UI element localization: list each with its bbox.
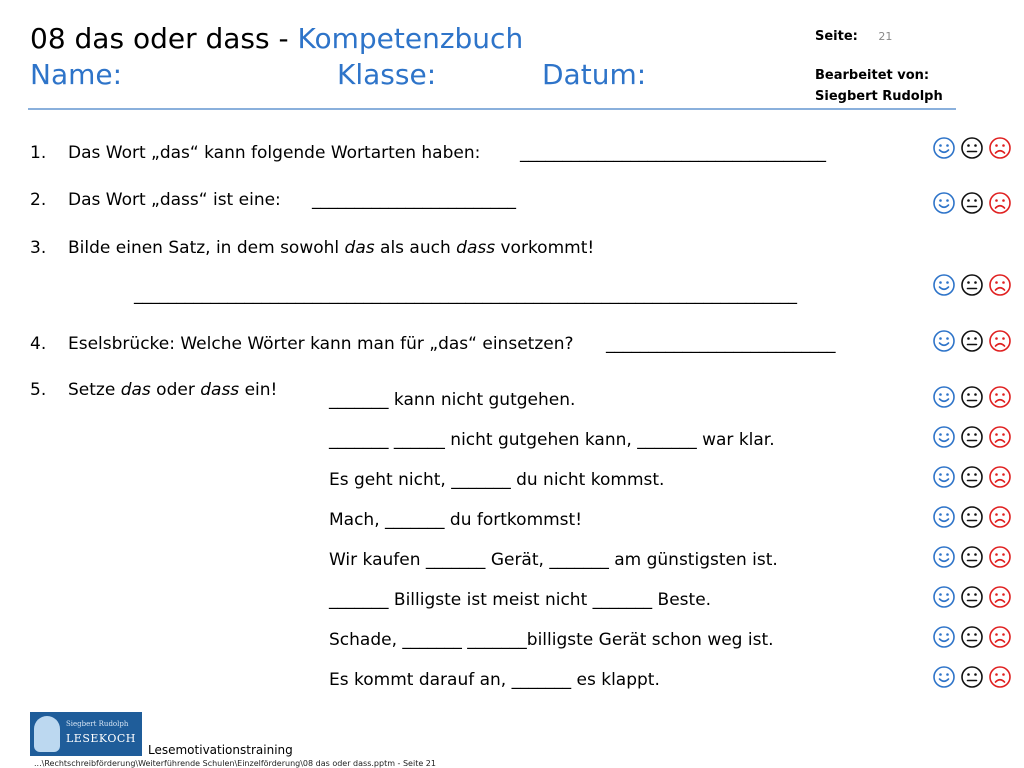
smiley-happy-icon[interactable] (932, 585, 956, 609)
question-text: Das Wort „dass“ ist eine: (68, 190, 281, 210)
exercise-line[interactable]: Mach, _______ du fortkommst! (329, 510, 583, 530)
exercise-line[interactable]: Wir kaufen _______ Gerät, _______ am günstigsten ist. (329, 550, 778, 570)
rating-group (932, 136, 1018, 160)
field-name-label: Name: (30, 58, 123, 91)
smiley-happy-icon[interactable] (932, 385, 956, 409)
rating-group (932, 585, 1018, 609)
smiley-neutral-icon[interactable] (960, 329, 984, 353)
smiley-happy-icon[interactable] (932, 665, 956, 689)
smiley-happy-icon[interactable] (932, 329, 956, 353)
smiley-neutral-icon[interactable] (960, 505, 984, 529)
question-number: 3. (30, 238, 47, 258)
smiley-neutral-icon[interactable] (960, 385, 984, 409)
lightbulb-icon (34, 716, 60, 752)
question-4 (30, 334, 910, 358)
header-divider (28, 108, 956, 110)
answer-blank[interactable]: ____________________________________ (520, 143, 826, 163)
question-5 (30, 380, 330, 404)
title-suffix: Kompetenzbuch (297, 22, 524, 55)
rating-group (932, 273, 1018, 297)
rating-group (932, 329, 1018, 353)
question-number: 1. (30, 143, 47, 163)
smiley-sad-icon[interactable] (988, 625, 1012, 649)
logo-author: Siegbert Rudolph (66, 720, 129, 728)
exercise-line[interactable]: _______ Billigste ist meist nicht _______ Beste. (329, 590, 712, 610)
lesekoch-logo (30, 712, 142, 756)
smiley-happy-icon[interactable] (932, 465, 956, 489)
smiley-neutral-icon[interactable] (960, 191, 984, 215)
page-title (30, 22, 523, 55)
student-fields (30, 58, 730, 92)
footer-path: ...\Rechtschreibförderung\Weiterführende Schulen\Einzelförderung\08 das oder dass.pptm - Seite 21 (34, 759, 436, 768)
rating-group (932, 465, 1018, 489)
smiley-happy-icon[interactable] (932, 505, 956, 529)
exercise-line[interactable]: Es kommt darauf an, _______ es klappt. (329, 670, 660, 690)
smiley-sad-icon[interactable] (988, 136, 1012, 160)
footer-label: Lesemotivationstraining (148, 743, 293, 757)
smiley-neutral-icon[interactable] (960, 665, 984, 689)
rating-group (932, 191, 1018, 215)
question-number: 2. (30, 190, 47, 210)
smiley-happy-icon[interactable] (932, 136, 956, 160)
exercise-line[interactable]: _______ kann nicht gutgehen. (329, 390, 576, 410)
smiley-sad-icon[interactable] (988, 545, 1012, 569)
exercise-line[interactable]: _______ ______ nicht gutgehen kann, _______ war klar. (329, 430, 775, 450)
question-text: Bilde einen Satz, in dem sowohl das als auch dass vorkommt! (68, 238, 595, 258)
smiley-neutral-icon[interactable] (960, 545, 984, 569)
smiley-sad-icon[interactable] (988, 425, 1012, 449)
rating-group (932, 505, 1018, 529)
smiley-sad-icon[interactable] (988, 465, 1012, 489)
title-prefix: 08 das oder dass - (30, 22, 298, 55)
edited-label: Bearbeitet von: (815, 68, 930, 83)
exercise-line[interactable]: Es geht nicht, _______ du nicht kommst. (329, 470, 665, 490)
smiley-happy-icon[interactable] (932, 273, 956, 297)
question-3 (30, 238, 910, 262)
page-info (815, 29, 892, 44)
rating-group (932, 545, 1018, 569)
smiley-neutral-icon[interactable] (960, 585, 984, 609)
answer-blank[interactable]: ___________________________ (606, 334, 836, 354)
smiley-neutral-icon[interactable] (960, 465, 984, 489)
rating-group (932, 385, 1018, 409)
smiley-happy-icon[interactable] (932, 545, 956, 569)
field-class-label: Klasse: (337, 58, 437, 91)
question-text: Eselsbrücke: Welche Wörter kann man für „das“ einsetzen? (68, 334, 574, 354)
question-number: 4. (30, 334, 47, 354)
smiley-sad-icon[interactable] (988, 385, 1012, 409)
smiley-happy-icon[interactable] (932, 425, 956, 449)
question-text: Setze das oder dass ein! (68, 380, 278, 400)
page-number: 21 (878, 30, 893, 43)
exercise-line[interactable]: Schade, _______ _______billigste Gerät schon weg ist. (329, 630, 774, 650)
smiley-sad-icon[interactable] (988, 329, 1012, 353)
page-label: Seite: (815, 29, 858, 44)
smiley-sad-icon[interactable] (988, 191, 1012, 215)
smiley-neutral-icon[interactable] (960, 625, 984, 649)
answer-blank-question-3[interactable]: ______________________________________________________________________________ (134, 285, 797, 305)
author-name: Siegbert Rudolph (815, 89, 943, 104)
logo-brand: LESEKOCH (66, 732, 136, 745)
smiley-happy-icon[interactable] (932, 625, 956, 649)
question-text: Das Wort „das“ kann folgende Wortarten haben: (68, 143, 481, 163)
rating-group (932, 425, 1018, 449)
smiley-sad-icon[interactable] (988, 585, 1012, 609)
question-2 (30, 190, 910, 214)
question-1 (30, 143, 910, 167)
rating-group (932, 625, 1018, 649)
smiley-happy-icon[interactable] (932, 191, 956, 215)
rating-group (932, 665, 1018, 689)
answer-blank[interactable]: ________________________ (312, 190, 516, 210)
smiley-sad-icon[interactable] (988, 273, 1012, 297)
question-number: 5. (30, 380, 47, 400)
smiley-neutral-icon[interactable] (960, 136, 984, 160)
smiley-sad-icon[interactable] (988, 505, 1012, 529)
smiley-sad-icon[interactable] (988, 665, 1012, 689)
field-date-label: Datum: (542, 58, 647, 91)
smiley-neutral-icon[interactable] (960, 273, 984, 297)
smiley-neutral-icon[interactable] (960, 425, 984, 449)
